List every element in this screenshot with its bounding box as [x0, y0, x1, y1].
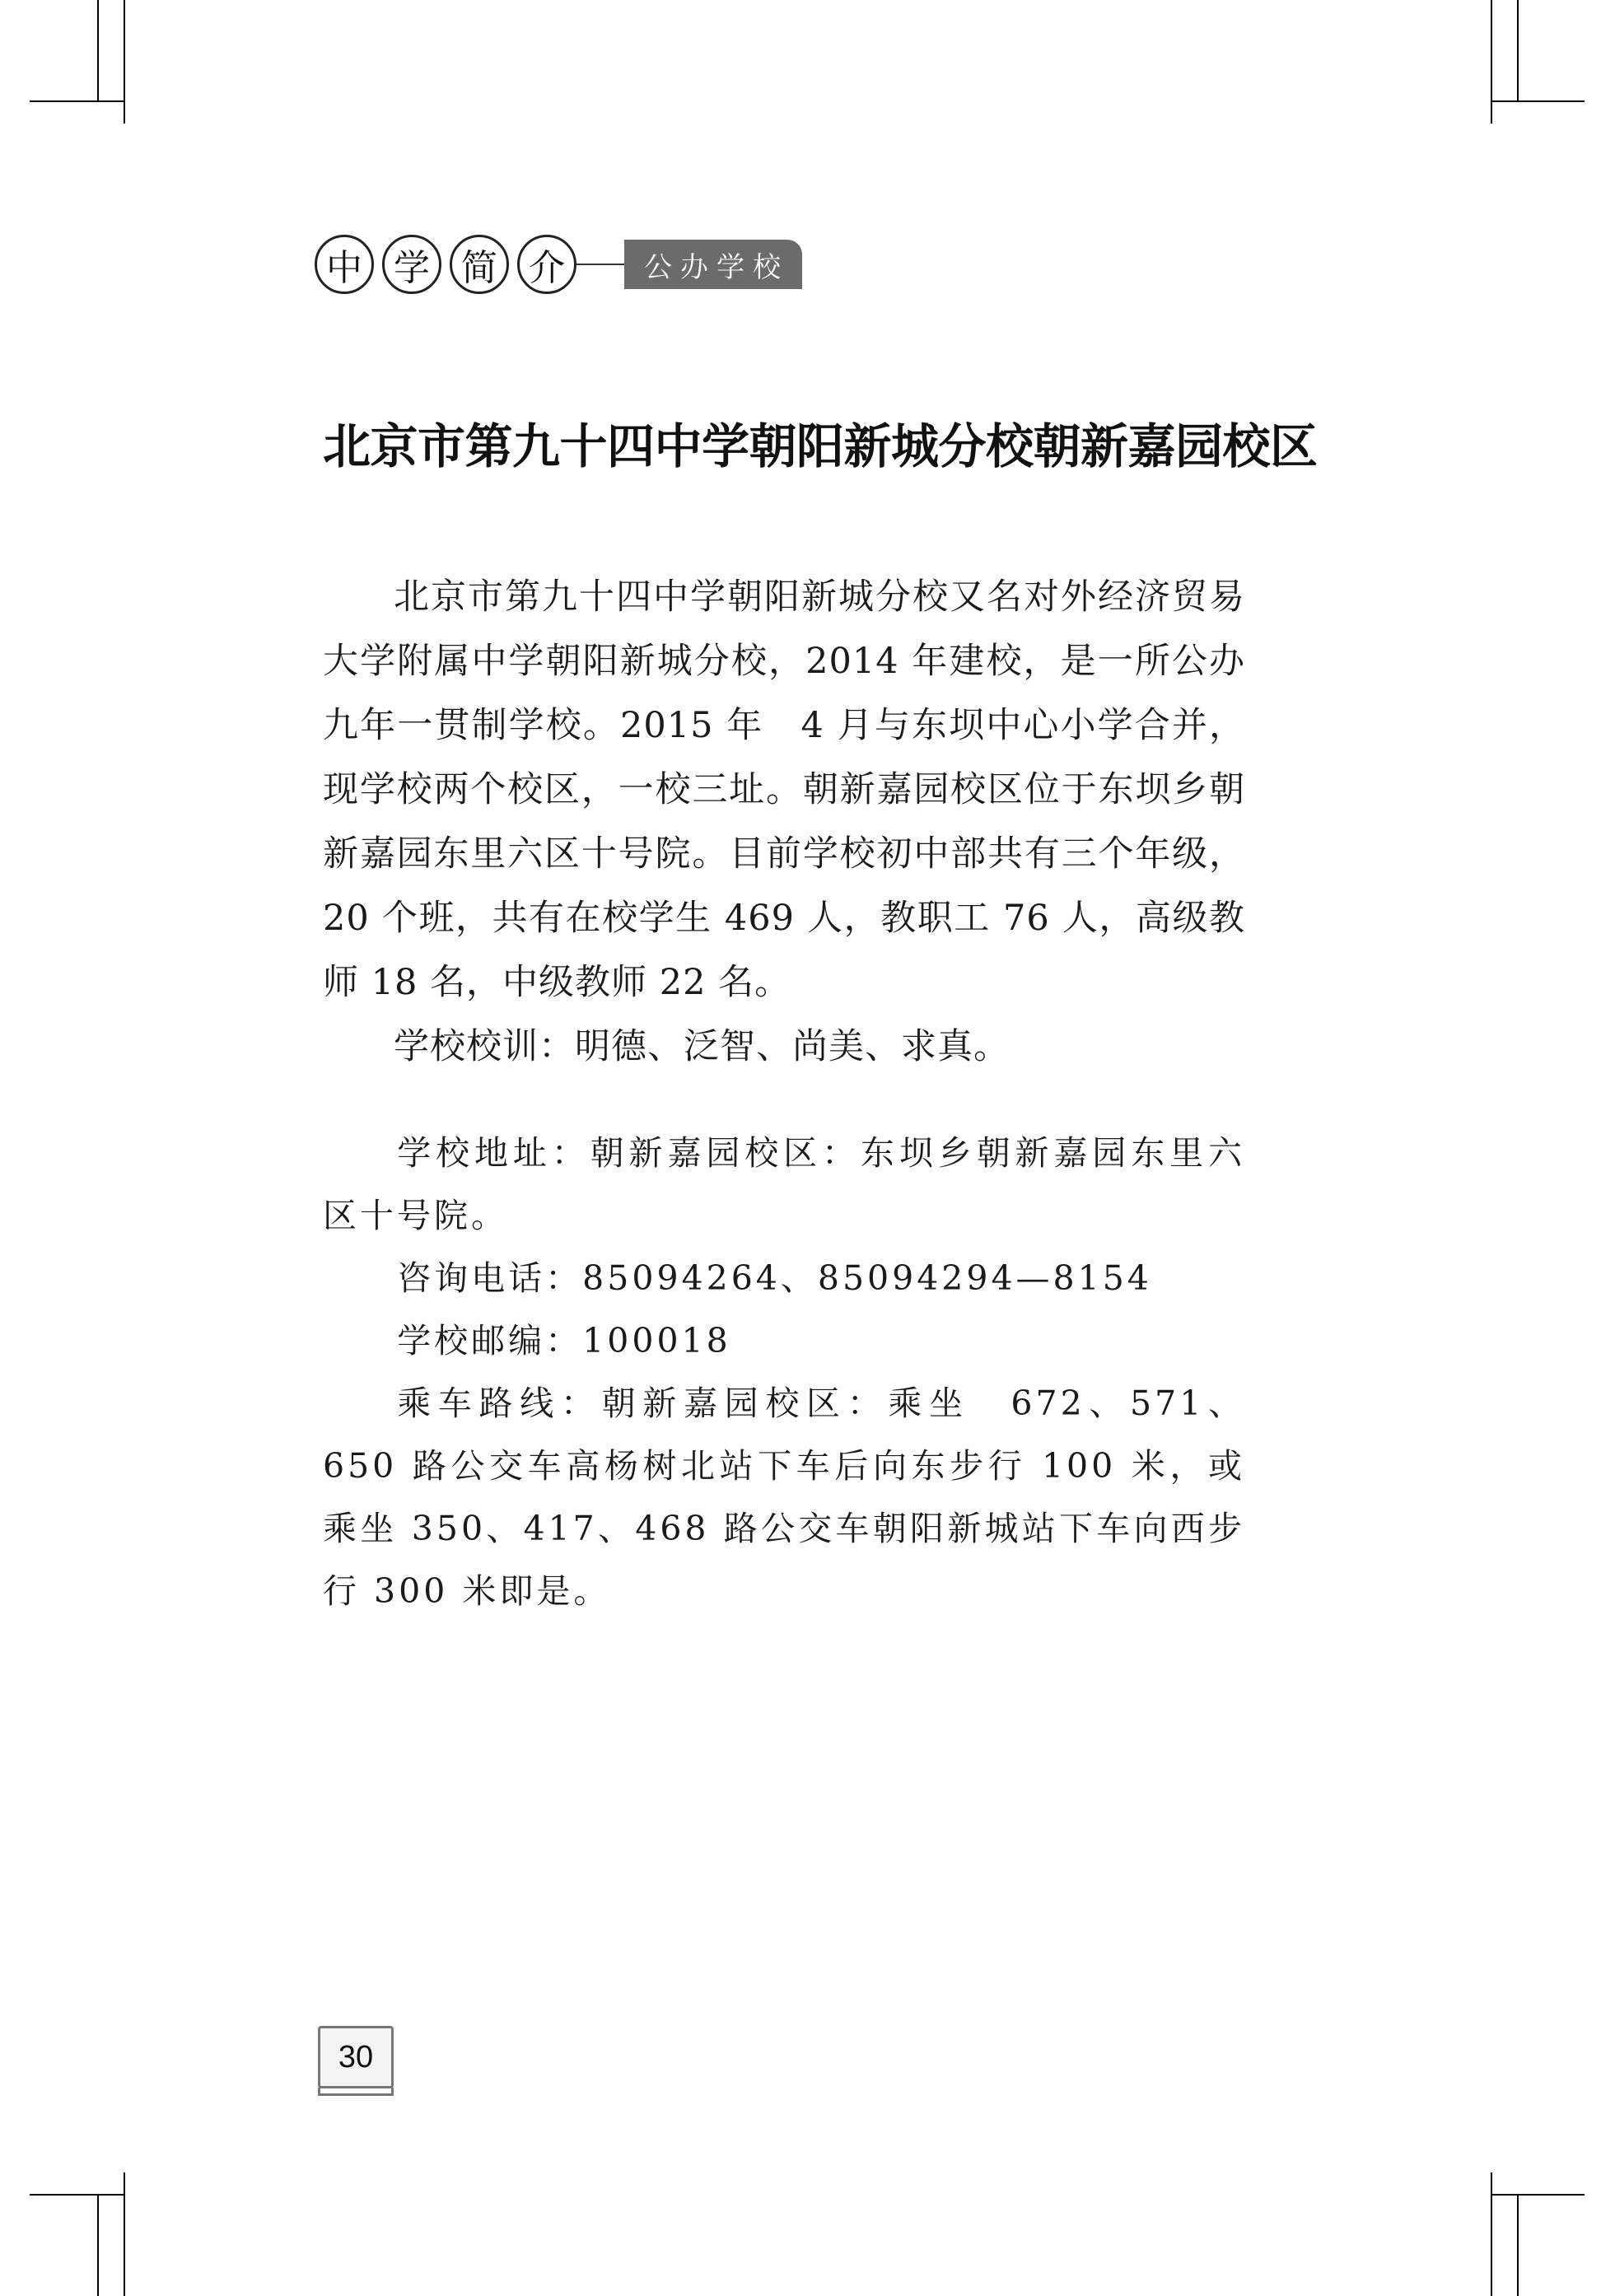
address-line: 学校地址：朝新嘉园校区：东坝乡朝新嘉园东里六区十号院。 — [323, 1133, 1245, 1235]
body-paragraph: 北京市第九十四中学朝阳新城分校又名对外经济贸易大学附属中学朝阳新城分校，2014 年建校，是一所公办九年一贯制学校。2015 年 4 月与东坝中心小学合并，现学校两个校区，一校三址。朝新嘉园校区位于东坝乡朝新嘉园东里六区十号院。目前学校初中部共有三个年级，20 个班，共有在校学生 469 人，教职工 76 人，高级教师 18 名，中级教师 22 名。 — [323, 576, 1245, 1003]
route-line: 乘车路线：朝新嘉园校区：乘坐 672、571、650 路公交车高杨树北站下车后向东步行 100 米，或乘坐 350、417、468 路公交车朝阳新城站下车向西步行 300 米即是。 — [323, 1384, 1245, 1611]
crop-mark — [1517, 0, 1519, 102]
body-paragraph: 学校校训：明德、泛智、尚美、求真。 — [394, 1026, 1010, 1067]
crop-mark — [30, 2194, 124, 2196]
crop-mark — [1491, 100, 1585, 102]
section-header — [315, 235, 825, 301]
page-number: 30 — [318, 2026, 394, 2088]
page-title: 北京市第九十四中学朝阳新城分校朝新嘉园校区 — [323, 418, 1318, 474]
crop-mark — [1491, 0, 1492, 124]
postcode-line: 学校邮编：100018 — [397, 1321, 731, 1360]
crop-mark — [30, 100, 124, 102]
crop-mark — [124, 2172, 125, 2296]
phone-line: 咨询电话：85094264、85094294—8154 — [397, 1258, 1152, 1298]
crop-mark — [1517, 2194, 1519, 2296]
crop-mark — [1491, 2172, 1492, 2296]
crop-mark — [124, 0, 125, 124]
crop-mark — [1491, 2194, 1585, 2196]
crop-mark — [97, 2194, 99, 2296]
section-circle-char: 学 — [382, 235, 441, 294]
section-circle-char: 介 — [517, 235, 576, 294]
body-text — [323, 565, 1245, 1079]
section-circle-char: 中 — [315, 235, 374, 294]
category-tab: 公办学校 — [624, 240, 802, 289]
crop-mark — [97, 0, 99, 102]
info-block — [323, 1122, 1245, 1622]
section-circle-char: 简 — [450, 235, 509, 294]
